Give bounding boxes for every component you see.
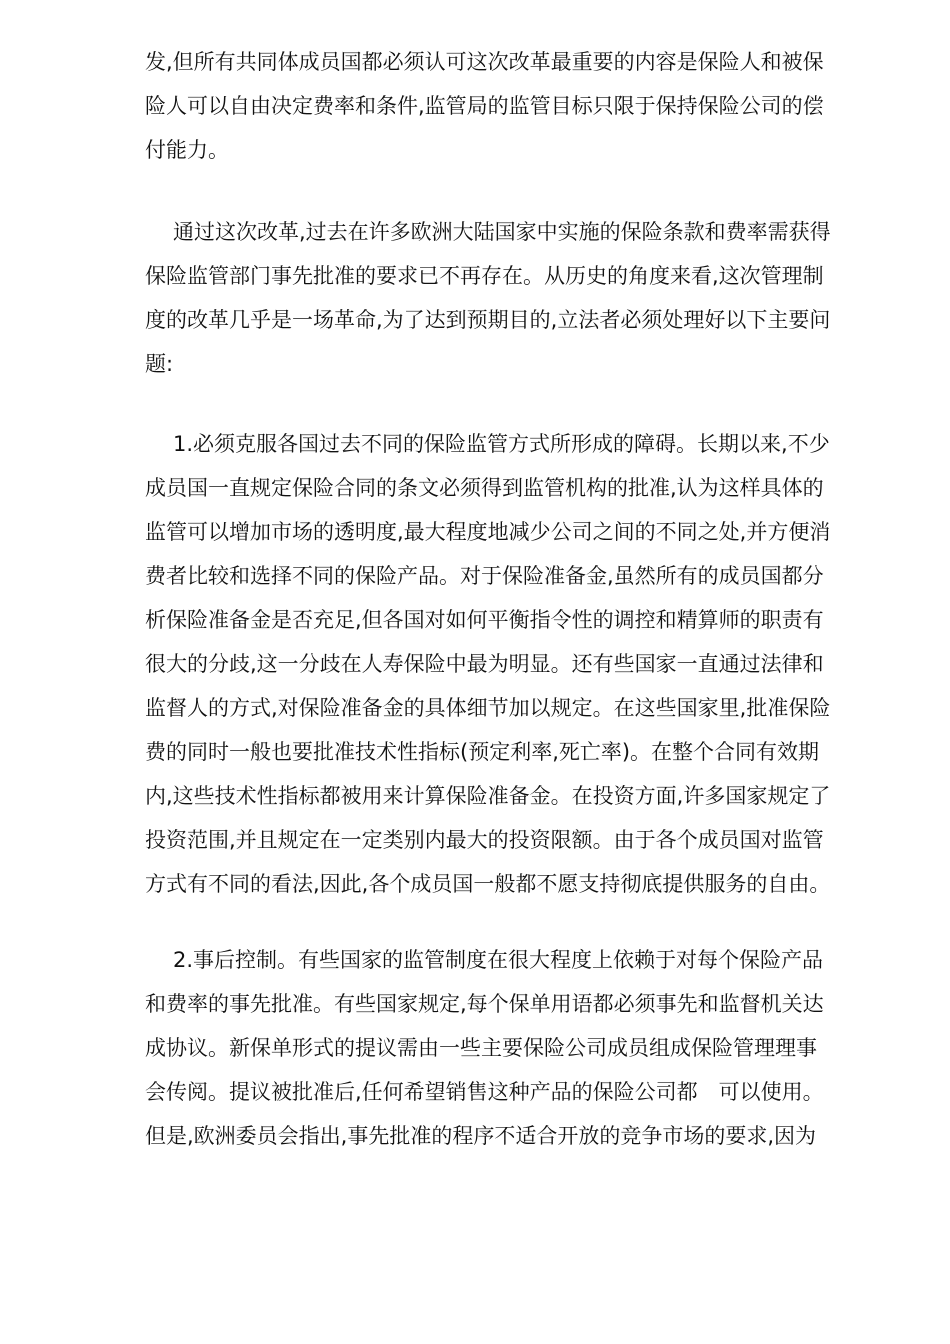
text-line: 会传阅。提议被批准后,任何希望销售这种产品的保险公司都 可以使用。 <box>145 1080 824 1104</box>
text-line: 付能力。 <box>145 138 229 162</box>
paragraph-continuation <box>145 40 880 172</box>
text-line: 发,但所有共同体成员国都必须认可这次改革最重要的内容是保险人和被保 <box>145 50 824 74</box>
paragraph-reform <box>145 210 880 386</box>
text-line: 通过这次改革,过去在许多欧洲大陆国家中实施的保险条款和费率需获得 <box>173 220 831 244</box>
text-line: 度的改革几乎是一场革命,为了达到预期目的,立法者必须处理好以下主要问 <box>145 308 831 332</box>
text-line: 内,这些技术性指标都被用来计算保险准备金。在投资方面,许多国家规定了 <box>145 784 831 808</box>
text-line: 1.必须克服各国过去不同的保险监管方式所形成的障碍。长期以来,不少 <box>173 432 830 456</box>
text-line: 成协议。新保单形式的提议需由一些主要保险公司成员组成保险管理理事 <box>145 1036 817 1060</box>
text-line: 题: <box>145 352 174 376</box>
text-line: 监督人的方式,对保险准备金的具体细节加以规定。在这些国家里,批准保险 <box>145 696 831 720</box>
text-line: 监管可以增加市场的透明度,最大程度地减少公司之间的不同之处,并方便消 <box>145 520 831 544</box>
text-line: 很大的分歧,这一分歧在人寿保险中最为明显。还有些国家一直通过法律和 <box>145 652 824 676</box>
paragraph-item-1 <box>145 422 880 906</box>
text-line: 险人可以自由决定费率和条件,监管局的监管目标只限于保持保险公司的偿 <box>145 94 824 118</box>
text-line: 2.事后控制。有些国家的监管制度在很大程度上依赖于对每个保险产品 <box>173 948 824 972</box>
text-line: 费的同时一般也要批准技术性指标(预定利率,死亡率)。在整个合同有效期 <box>145 740 820 764</box>
text-line: 析保险准备金是否充足,但各国对如何平衡指令性的调控和精算师的职责有 <box>145 608 824 632</box>
text-line: 保险监管部门事先批准的要求已不再存在。从历史的角度来看,这次管理制 <box>145 264 824 288</box>
paragraph-item-2 <box>145 938 880 1158</box>
text-line: 方式有不同的看法,因此,各个成员国一般都不愿支持彻底提供服务的自由。 <box>145 872 831 896</box>
text-line: 费者比较和选择不同的保险产品。对于保险准备金,虽然所有的成员国都分 <box>145 564 824 588</box>
text-line: 投资范围,并且规定在一定类别内最大的投资限额。由于各个成员国对监管 <box>145 828 824 852</box>
text-line: 但是,欧洲委员会指出,事先批准的程序不适合开放的竞争市场的要求,因为 <box>145 1124 817 1148</box>
text-line: 和费率的事先批准。有些国家规定,每个保单用语都必须事先和监督机关达 <box>145 992 824 1016</box>
text-line: 成员国一直规定保险合同的条文必须得到监管机构的批准,认为这样具体的 <box>145 476 824 500</box>
